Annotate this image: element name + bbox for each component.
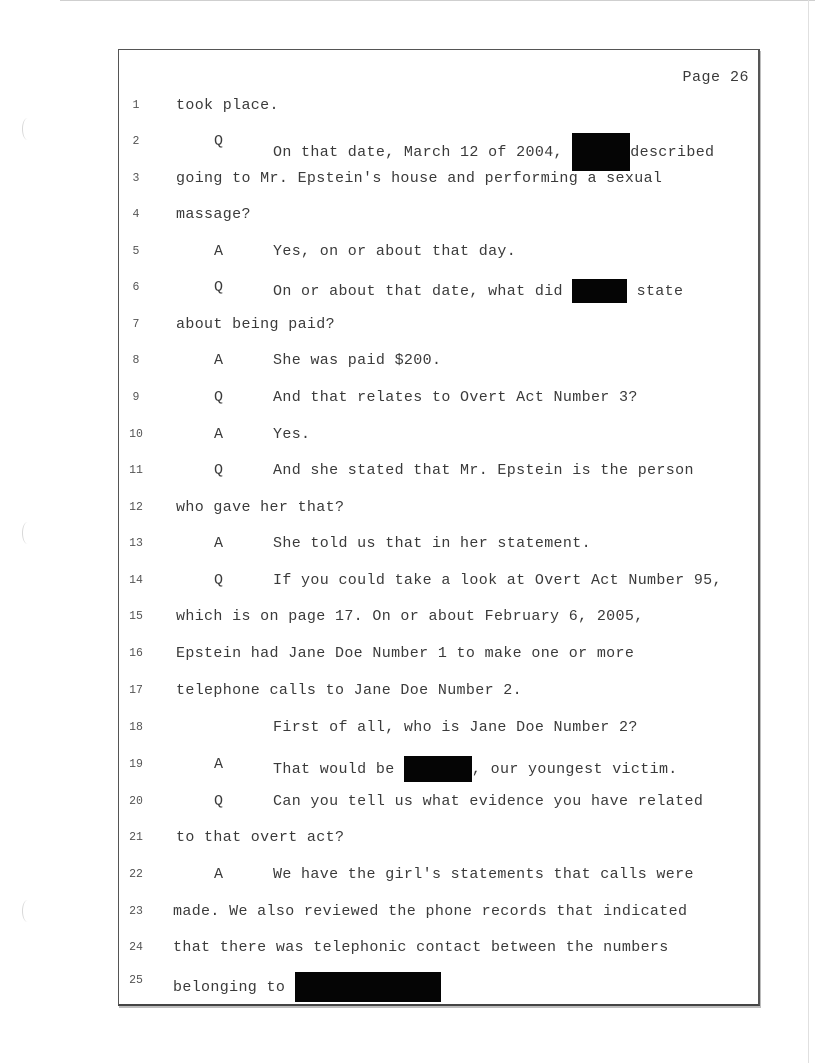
line-text: to that overt act? [176, 829, 345, 846]
line-text-before: On that date, March 12 of 2004, [273, 143, 573, 161]
transcript-line [0, 572, 815, 596]
speaker-marker: Q [214, 279, 224, 296]
transcript-line [0, 719, 815, 743]
speaker-marker: A [214, 243, 224, 260]
line-text [173, 972, 441, 1002]
transcript-line [0, 133, 815, 161]
transcript-line [0, 793, 815, 817]
transcript-line [0, 170, 815, 194]
line-number: 23 [129, 905, 143, 918]
redaction-box [295, 972, 441, 1002]
page-number: Page 26 [682, 69, 749, 86]
line-text-before: On or about that date, what did [273, 282, 573, 300]
line-text: She told us that in her statement. [273, 535, 591, 552]
line-text [273, 133, 714, 171]
line-number: 10 [129, 428, 143, 441]
transcript-line [0, 608, 815, 632]
transcript-line [0, 866, 815, 890]
line-text: made. We also reviewed the phone records that indicated [173, 903, 688, 920]
line-text [273, 756, 678, 782]
line-number: 6 [132, 281, 140, 294]
line-text: And that relates to Overt Act Number 3? [273, 389, 638, 406]
redaction-box [404, 756, 472, 782]
line-number: 21 [129, 831, 143, 844]
line-number: 14 [129, 574, 143, 587]
line-text: Epstein had Jane Doe Number 1 to make one or more [176, 645, 635, 662]
redaction-box [572, 133, 630, 171]
transcript-line [0, 389, 815, 413]
line-number: 4 [132, 208, 140, 221]
speaker-marker: A [214, 352, 224, 369]
transcript-line [0, 499, 815, 523]
speaker-marker: Q [214, 462, 224, 479]
line-text-after: described [630, 143, 715, 161]
transcript-line [0, 279, 815, 303]
line-text: telephone calls to Jane Doe Number 2. [176, 682, 523, 699]
line-text: took place. [176, 97, 279, 114]
transcript-line [0, 352, 815, 376]
line-number: 19 [129, 758, 143, 771]
line-text-before: That would be [273, 760, 404, 778]
transcript-line [0, 97, 815, 121]
transcript-line [0, 645, 815, 669]
line-text: about being paid? [176, 316, 335, 333]
speaker-marker: Q [214, 572, 224, 589]
line-number: 12 [129, 501, 143, 514]
line-number: 2 [132, 135, 140, 148]
line-number: 13 [129, 537, 143, 550]
line-text: She was paid $200. [273, 352, 442, 369]
line-text: going to Mr. Epstein's house and performing a sexual [176, 170, 663, 187]
line-text: If you could take a look at Overt Act Number 95, [273, 572, 722, 589]
speaker-marker: Q [214, 133, 224, 150]
line-text: First of all, who is Jane Doe Number 2? [273, 719, 638, 736]
speaker-marker: A [214, 535, 224, 552]
scan-edge-top [60, 0, 815, 1]
transcript-line [0, 939, 815, 963]
line-number: 11 [129, 464, 143, 477]
line-number: 1 [132, 99, 140, 112]
line-number: 15 [129, 610, 143, 623]
line-number: 25 [129, 974, 143, 987]
line-number: 5 [132, 245, 140, 258]
speaker-marker: Q [214, 389, 224, 406]
speaker-marker: Q [214, 793, 224, 810]
transcript-line [0, 462, 815, 486]
line-text: Yes, on or about that day. [273, 243, 517, 260]
line-number: 3 [132, 172, 140, 185]
line-text: We have the girl's statements that calls were [273, 866, 694, 883]
transcript-line [0, 972, 815, 996]
line-number: 20 [129, 795, 143, 808]
line-text-after: state [627, 282, 684, 300]
transcript-line [0, 682, 815, 706]
transcript-line [0, 426, 815, 450]
speaker-marker: A [214, 426, 224, 443]
transcript-line [0, 535, 815, 559]
line-text: which is on page 17. On or about February 6, 2005, [176, 608, 644, 625]
line-number: 18 [129, 721, 143, 734]
transcript-line [0, 829, 815, 853]
line-number: 22 [129, 868, 143, 881]
line-number: 8 [132, 354, 140, 367]
line-text: And she stated that Mr. Epstein is the person [273, 462, 694, 479]
redaction-box [572, 279, 627, 303]
line-number: 17 [129, 684, 143, 697]
transcript-line [0, 756, 815, 780]
line-number: 16 [129, 647, 143, 660]
transcript-line [0, 903, 815, 927]
line-text-after: , our youngest victim. [471, 760, 678, 778]
line-number: 24 [129, 941, 143, 954]
line-text: massage? [176, 206, 251, 223]
line-text: Can you tell us what evidence you have related [273, 793, 704, 810]
line-text: who gave her that? [176, 499, 345, 516]
speaker-marker: A [214, 866, 224, 883]
line-text: Yes. [273, 426, 311, 443]
transcript-line [0, 316, 815, 340]
line-number: 9 [132, 391, 140, 404]
speaker-marker: A [214, 756, 224, 773]
line-text-before: belonging to [173, 978, 295, 996]
line-text [273, 279, 683, 303]
line-number: 7 [132, 318, 140, 331]
line-text: that there was telephonic contact between the numbers [173, 939, 669, 956]
transcript-line [0, 206, 815, 230]
transcript-line [0, 243, 815, 267]
